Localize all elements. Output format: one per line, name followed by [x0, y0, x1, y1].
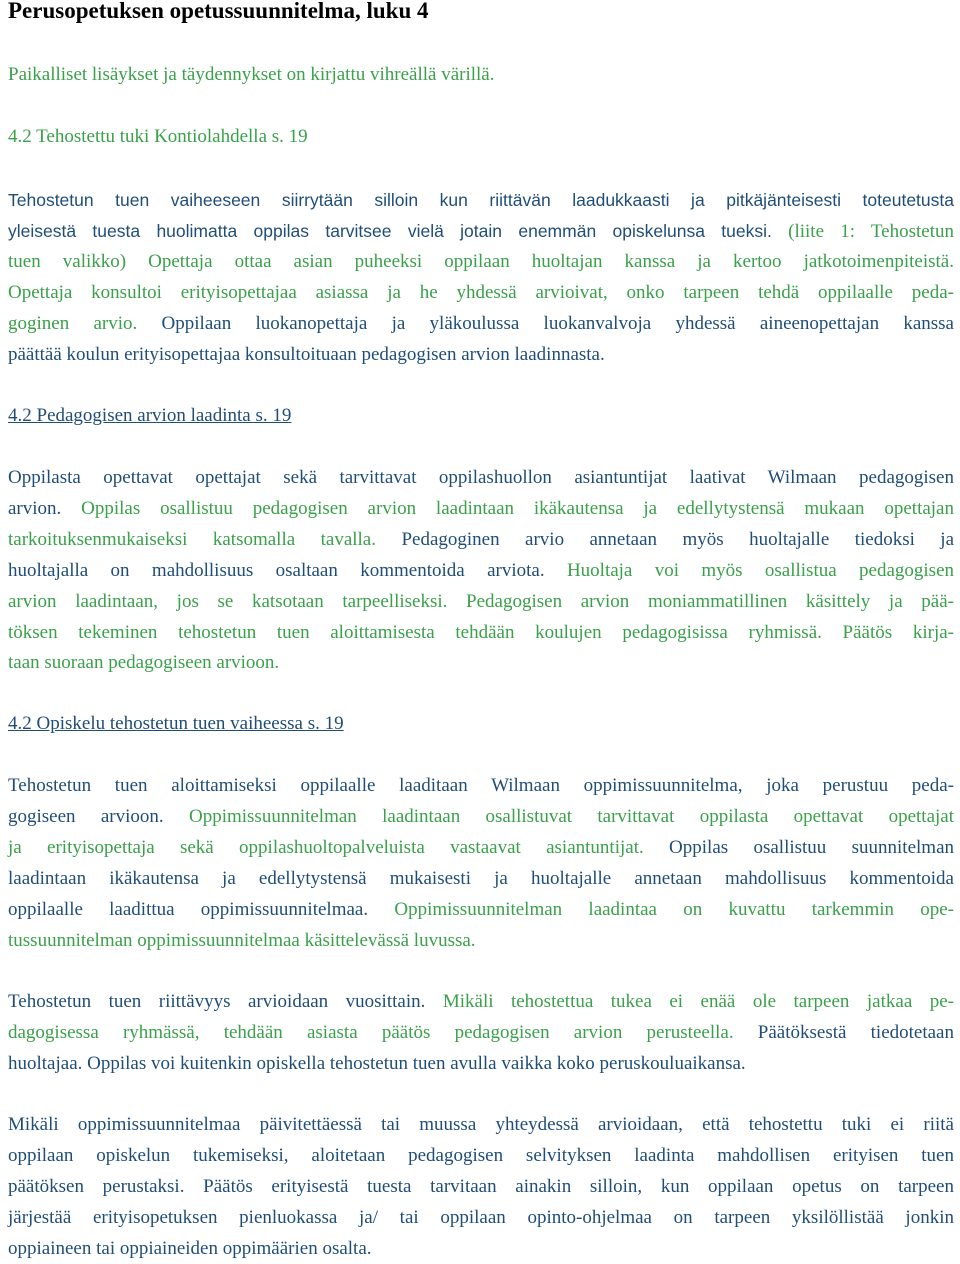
- paragraph-line: [8, 1021, 954, 1045]
- paragraph-text-local: Huoltaja voi myös osallistua pedagogisen: [544, 560, 955, 581]
- paragraph-text-local: arvion laadintaan, jos se katsotaan tarpeelliseksi.: [8, 591, 448, 612]
- paragraph-line: [8, 219, 954, 244]
- local-additions-note: Paikalliset lisäykset ja täydennykset on kirjattu vihreällä värillä.: [8, 64, 495, 85]
- paragraph-text: Oppilas osallistuu suunnitelman: [643, 837, 954, 858]
- paragraph-line: [8, 990, 954, 1014]
- paragraph-line: päättää koulun erityisopettajaa konsultoituaan pedagogisen arvion laadinnasta.: [8, 344, 605, 365]
- paragraph-text: Pedagoginen arvio annetaan myös huoltajalle tiedoksi ja: [376, 529, 955, 550]
- paragraph-text-local: goginen arvio.: [8, 313, 138, 334]
- paragraph-line: [8, 559, 954, 583]
- paragraph-line: [8, 497, 954, 521]
- paragraph-text: Oppilaan luokanopettaja ja yläkoulussa luokanvalvoja yhdessä aineenopettajan kanssa: [137, 313, 954, 334]
- section-heading-opiskelu: 4.2 Opiskelu tehostetun tuen vaiheessa s. 19: [8, 713, 344, 734]
- paragraph-line: [8, 805, 954, 829]
- paragraph-text: Tehostetun tuen riittävyys arvioidaan vuosittain.: [8, 991, 426, 1012]
- section-heading-tehostettu-tuki: 4.2 Tehostettu tuki Kontiolahdella s. 19: [8, 126, 308, 147]
- paragraph-line: [8, 312, 954, 336]
- paragraph-text-local: ja erityisopettaja sekä oppilashuoltopalveluista vastaavat asiantuntijat.: [8, 837, 644, 858]
- paragraph-line: järjestää erityisopetuksen pienluokassa ja/ tai oppilaan opinto-ohjelmaa on tarpeen yksilöllistää jonkin: [8, 1207, 954, 1228]
- paragraph-line: Tehostetun tuen aloittamiseksi oppilaalle laaditaan Wilmaan oppimissuunnitelma, joka perustuu peda-: [8, 775, 954, 796]
- paragraph-line: oppilaan opiskelun tukemiseksi, aloitetaan pedagogisen selvityksen laadinta mahdollisen erityisen tuen: [8, 1145, 954, 1166]
- paragraph-line: [8, 590, 954, 614]
- paragraph-line: [8, 898, 954, 922]
- paragraph-line: laadintaan ikäkautensa ja edellytystensä mukaisesti ja huoltajalle annetaan mahdollisuus kommentoida: [8, 868, 954, 889]
- paragraph-text-local: (liite 1: Tehostetun: [788, 221, 955, 242]
- paragraph-line: Oppilasta opettavat opettajat sekä tarvittavat oppilashuollon asiantuntijat laativat Wilmaan pedagogisen: [8, 467, 954, 488]
- paragraph-text: yleisestä tuesta huolimatta oppilas tarvitsee vielä jotain enemmän opiskelunsa tueksi.: [8, 221, 772, 241]
- paragraph-line: [8, 528, 954, 552]
- paragraph-line: Opettaja konsultoi erityisopettajaa asiassa ja he yhdessä arvioivat, onko tarpeen tehdä oppilaalle peda-: [8, 282, 954, 303]
- paragraph-text-local: Oppilas osallistuu pedagogisen arvion laadintaan ikäkautensa ja edellytystensä mukaan opettajan: [61, 498, 954, 519]
- paragraph-text-local: Mikäli tehostettua tukea ei enää ole tarpeen jatkaa pe-: [425, 991, 954, 1012]
- paragraph-line: huoltajaa. Oppilas voi kuitenkin opiskella tehostetun tuen avulla vaikka koko peruskouluaikansa.: [8, 1053, 746, 1074]
- paragraph-text: gogiseen arvioon.: [8, 806, 164, 827]
- paragraph-line: töksen tekeminen tehostetun tuen aloittamisesta tehdään koulujen pedagogisissa ryhmissä. Päätös kirja-: [8, 622, 954, 643]
- paragraph-text: oppilaalle laadittua oppimissuunnitelmaa.: [8, 899, 369, 920]
- paragraph-text: Päätöksestä tiedotetaan: [733, 1022, 954, 1043]
- paragraph-line: [8, 836, 954, 860]
- paragraph-text-local: tarkoituksenmukaiseksi katsomalla tavalla.: [8, 529, 376, 550]
- paragraph-line: [8, 1175, 954, 1199]
- paragraph-text: päätöksen perustaksi.: [8, 1176, 185, 1197]
- paragraph-line: tussuunnitelman oppimissuunnitelmaa käsittelevässä luvussa.: [8, 930, 476, 951]
- paragraph-line: Mikäli oppimissuunnitelmaa päivitettäessä tai muussa yhteydessä arvioidaan, että tehostettu tuki ei riitä: [8, 1114, 954, 1135]
- paragraph-line: Tehostetun tuen vaiheeseen siirrytään silloin kun riittävän laadukkaasti ja pitkäjänteisesti toteutetusta: [8, 190, 954, 210]
- section-heading-pedagoginen-arvio: 4.2 Pedagogisen arvion laadinta s. 19: [8, 405, 292, 426]
- paragraph-text-local: dagogisessa ryhmässä, tehdään asiasta päätös pedagogisen arvion perusteella.: [8, 1022, 734, 1043]
- paragraph-line: taan suoraan pedagogiseen arvioon.: [8, 652, 280, 673]
- paragraph-text-local: Oppimissuunnitelman laadintaa on kuvattu tarkemmin ope-: [368, 899, 954, 920]
- paragraph-text: arvion.: [8, 498, 62, 519]
- paragraph-text: Päätös erityisestä tuesta tarvitaan ainakin silloin, kun oppilaan opetus on tarpeen: [184, 1176, 954, 1197]
- paragraph-line: oppiaineen tai oppiaineiden oppimäärien osalta.: [8, 1238, 372, 1259]
- document-title: Perusopetuksen opetussuunnitelma, luku 4: [8, 0, 429, 23]
- paragraph-text: huoltajalla on mahdollisuus osaltaan kommentoida arviota.: [8, 560, 545, 581]
- paragraph-line: tuen valikko) Opettaja ottaa asian puheeksi oppilaan huoltajan kanssa ja kertoo jatkotoimenpiteistä.: [8, 251, 954, 272]
- paragraph-text-local: Oppimissuunnitelman laadintaan osallistuvat tarvittavat oppilasta opettavat opettajat: [163, 806, 954, 827]
- paragraph-text-local: Pedagogisen arvion moniammatillinen käsittely ja pää-: [447, 591, 954, 612]
